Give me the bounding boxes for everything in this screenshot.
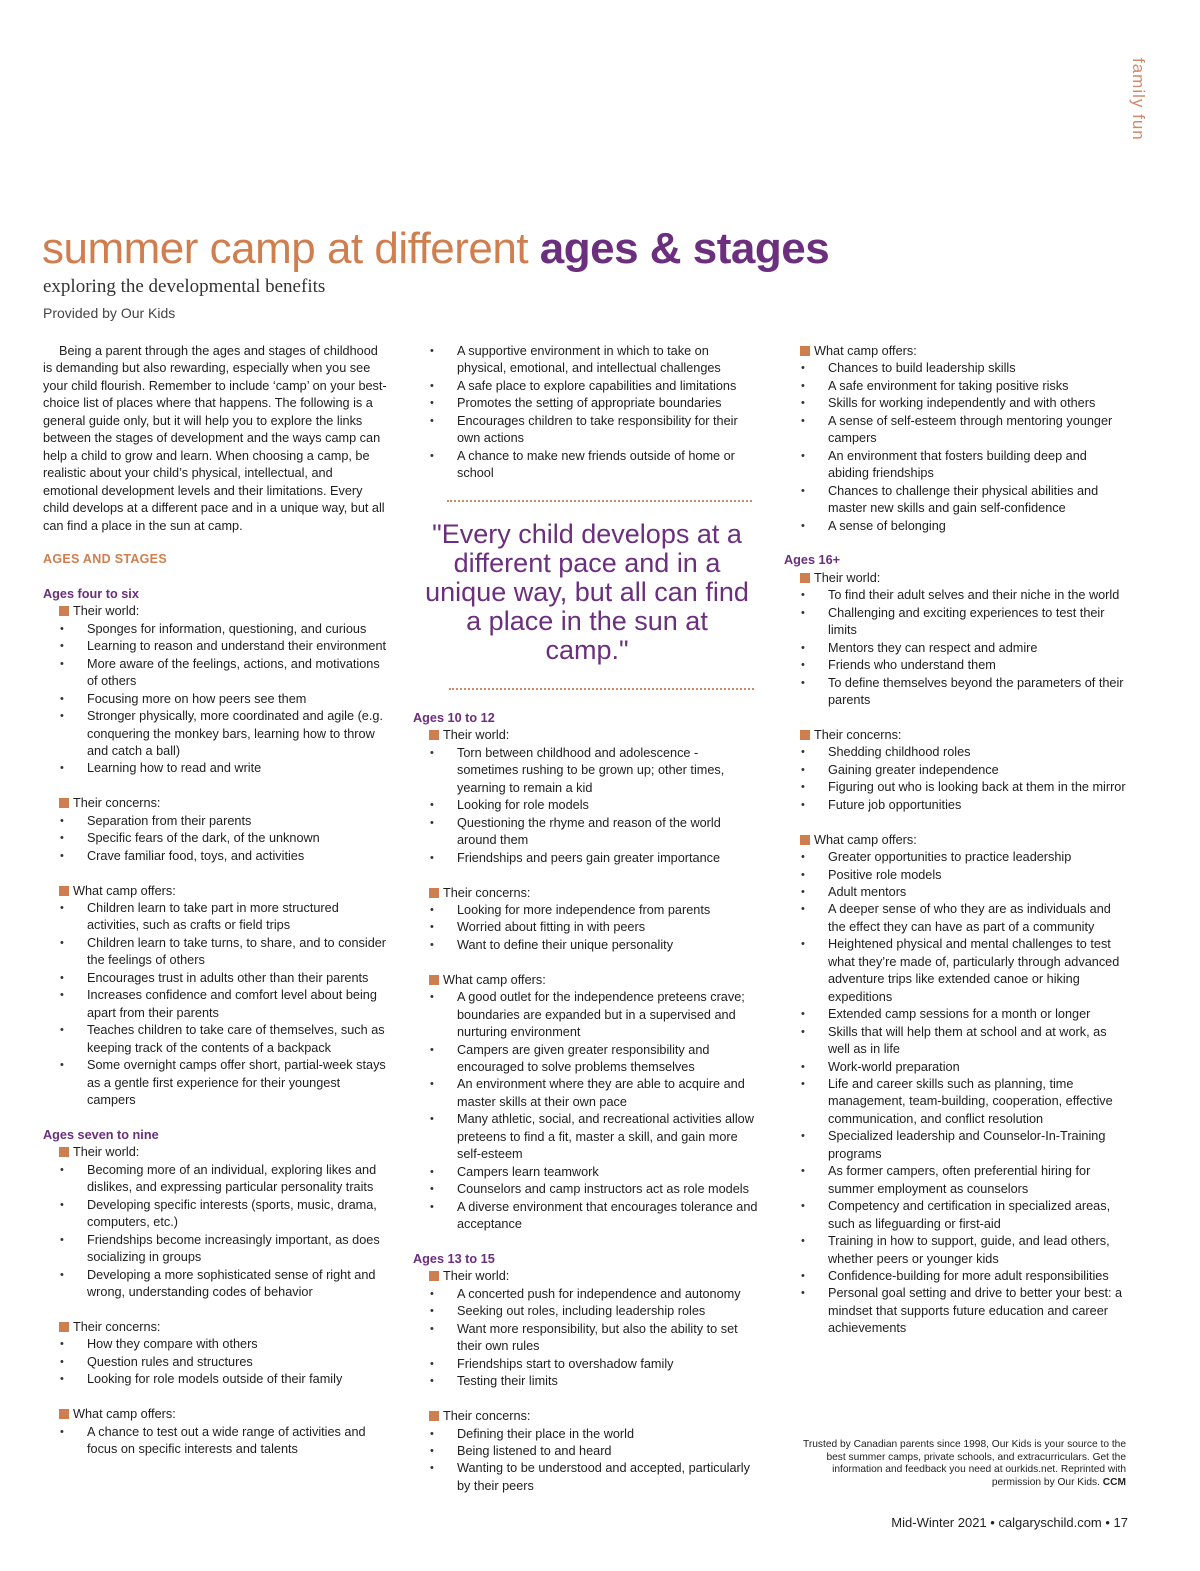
list-item: • Specific fears of the dark, of the unknown (87, 830, 388, 847)
section-kicker: AGES AND STAGES (43, 551, 167, 566)
subheading-concerns (800, 727, 1129, 744)
subheading-label: What camp offers: (73, 883, 176, 898)
subheading-label: Their world: (814, 570, 881, 585)
list-item: • Friends who understand them (828, 657, 1129, 674)
list-item: • An environment where they are able to acquire and master skills at their own pace (457, 1076, 761, 1111)
divider-rule (449, 688, 754, 690)
list-item: • Increases confidence and comfort level about being apart from their parents (87, 987, 388, 1022)
square-bullet-icon (59, 798, 69, 808)
subheading-world (429, 1268, 761, 1285)
source-note-text: Trusted by Canadian parents since 1998, Our Kids is your source to the best summer camps, private schools, and extracurriculars. Get the information and feedback you need at ourkids.net. Reprinted with permission by Our Kids. (803, 1439, 1126, 1488)
subheading-concerns (429, 1408, 761, 1425)
list-item: • As former campers, often preferential hiring for summer employment as counselors (828, 1163, 1129, 1198)
list-item: • Some overnight camps offer short, partial-week stays as a gentle first experience for their youngest campers (87, 1057, 388, 1109)
intro-paragraph: Being a parent through the ages and stages of childhood is demanding but also rewarding, especially when you see your child flourish. Remember to include ‘camp’ on your best-choice list of places where that happens. The following is a general guide only, but it will help you to explore the links between the stages of development and the ways camp can help a child to grow and learn. When choosing a camp, be realistic about your child’s physical, intellectual, and emotional development levels and their limitations. Every child develops at a different pace and in a unique way, but all can find a place in the sun at camp. (43, 344, 387, 533)
age-heading-4-6: Ages four to six (43, 586, 139, 601)
subheading-label: What camp offers: (814, 344, 917, 358)
list-4-6-offers (43, 900, 388, 1109)
square-bullet-icon (429, 1411, 439, 1421)
subheading-label: Their world: (73, 1145, 140, 1160)
list-item: • Many athletic, social, and recreational activities allow preteens to find a fit, master a skill, and gain more self-esteem (457, 1111, 761, 1163)
list-item: • Mentors they can respect and admire (828, 640, 1129, 657)
subheading-label: Their concerns: (73, 796, 161, 811)
list-item: • Want more responsibility, but also the ability to set their own rules (457, 1321, 761, 1356)
list-item: • Torn between childhood and adolescence - sometimes rushing to be grown up; other times, yearning to remain a kid (457, 745, 761, 797)
list-item: • A safe place to explore capabilities and limitations (457, 378, 761, 395)
column-2 (413, 343, 761, 483)
list-item: • A safe environment for taking positive risks (828, 378, 1129, 395)
list-item: • To find their adult selves and their niche in the world (828, 587, 1129, 604)
list-item: • Skills that will help them at school and at work, as well as in life (828, 1024, 1129, 1059)
list-item: • Gaining greater independence (828, 762, 1129, 779)
list-4-6-world (43, 621, 388, 778)
list-item: • Work-world preparation (828, 1059, 1129, 1076)
list-item: • Encourages trust in adults other than their parents (87, 970, 388, 987)
list-7-9-offers-part2 (413, 343, 761, 483)
list-item: • Question rules and structures (87, 1354, 388, 1371)
subheading-label: Their world: (73, 604, 140, 619)
subheading-offers (429, 972, 761, 989)
subheading-label: Their concerns: (443, 885, 531, 900)
credit-line: Provided by Our Kids (43, 305, 176, 321)
list-item: • Crave familiar food, toys, and activities (87, 848, 388, 865)
list-item: • Encourages children to take responsibility for their own actions (457, 413, 761, 448)
list-10-12-offers (413, 989, 761, 1233)
list-item: • Heightened physical and mental challenges to test what they’re made of, particularly through advanced adventure trips like extended canoe or hiking expeditions (828, 936, 1129, 1006)
subheading-world (429, 727, 761, 744)
list-item: • Positive role models (828, 867, 1129, 884)
square-bullet-icon (59, 1409, 69, 1419)
list-item: • Greater opportunities to practice leadership (828, 849, 1129, 866)
subheading-label: Their world: (443, 728, 510, 743)
subheading-label: Their world: (443, 1269, 510, 1284)
age-heading-7-9: Ages seven to nine (43, 1127, 159, 1142)
list-4-6-concerns (43, 813, 388, 865)
subheading-world (59, 603, 388, 620)
square-bullet-icon (59, 1322, 69, 1332)
list-item: • Developing a more sophisticated sense of right and wrong, understanding codes of behavior (87, 1267, 388, 1302)
list-item: • Seeking out roles, including leadership roles (457, 1303, 761, 1320)
list-16-offers (784, 849, 1129, 1338)
section-tag: family fun (1129, 58, 1148, 141)
square-bullet-icon (800, 730, 810, 740)
list-item: • Skills for working independently and with others (828, 395, 1129, 412)
list-item: • Personal goal setting and drive to better your best: a mindset that supports future education and career achievements (828, 1285, 1129, 1337)
list-10-12-concerns (413, 902, 761, 954)
subheading-label: What camp offers: (73, 1407, 176, 1422)
list-item: • Campers are given greater responsibility and encouraged to solve problems themselves (457, 1042, 761, 1077)
square-bullet-icon (800, 573, 810, 583)
subheading-offers (800, 832, 1129, 849)
list-item: • Separation from their parents (87, 813, 388, 830)
subheading-label: What camp offers: (443, 972, 546, 987)
list-10-12-world (413, 745, 761, 867)
subheading-label: Their concerns: (814, 727, 902, 742)
list-item: • A chance to test out a wide range of activities and focus on specific interests and talents (87, 1424, 388, 1459)
list-item: • A concerted push for independence and autonomy (457, 1286, 761, 1303)
column-3 (784, 343, 1129, 1338)
list-13-15-concerns (413, 1426, 761, 1496)
list-item: • Competency and certification in specialized areas, such as lifeguarding or first-aid (828, 1198, 1129, 1233)
page-title (42, 222, 829, 276)
subheading-world (800, 570, 1129, 587)
list-item: • Focusing more on how peers see them (87, 691, 388, 708)
list-item: • Shedding childhood roles (828, 744, 1129, 761)
column-1 (43, 343, 388, 1458)
list-item: • Want to define their unique personality (457, 937, 761, 954)
list-item: • Chances to build leadership skills (828, 360, 1129, 377)
age-heading-16-plus: Ages 16+ (784, 553, 841, 568)
list-item: • Testing their limits (457, 1373, 761, 1390)
list-16-world (784, 587, 1129, 709)
square-bullet-icon (59, 1147, 69, 1157)
list-item: • Stronger physically, more coordinated and agile (e.g. conquering the monkey bars, learning how to throw and catch a ball) (87, 708, 388, 760)
list-item: • Teaches children to take care of themselves, such as keeping track of the contents of a backpack (87, 1022, 388, 1057)
square-bullet-icon (429, 1271, 439, 1281)
subheading-offers (800, 343, 1129, 360)
list-7-9-concerns (43, 1336, 388, 1388)
list-item: • Friendships become increasingly important, as does socializing in groups (87, 1232, 388, 1267)
subheading-label: Their concerns: (73, 1319, 161, 1334)
list-item: • Being listened to and heard (457, 1443, 761, 1460)
list-item: • How they compare with others (87, 1336, 388, 1353)
list-item: • Worried about fitting in with peers (457, 919, 761, 936)
subheading-offers (59, 1406, 388, 1423)
source-note (790, 1439, 1126, 1489)
list-item: • Training in how to support, guide, and lead others, whether peers or younger kids (828, 1233, 1129, 1268)
square-bullet-icon (429, 888, 439, 898)
square-bullet-icon (800, 346, 810, 356)
list-item: • Learning how to read and write (87, 760, 388, 777)
list-item: • Life and career skills such as planning, time management, team-building, cooperation, effective communication, and conflict resolution (828, 1076, 1129, 1128)
list-item: • Adult mentors (828, 884, 1129, 901)
list-item: • An environment that fosters building deep and abiding friendships (828, 448, 1129, 483)
square-bullet-icon (429, 975, 439, 985)
pull-quote: "Every child develops at a different pace and in a unique way, but all can find a place in the sun at camp." (425, 519, 749, 665)
column-2-lower (413, 710, 761, 1495)
list-item: • Looking for more independence from parents (457, 902, 761, 919)
list-item: • Promotes the setting of appropriate boundaries (457, 395, 761, 412)
divider-rule (447, 500, 752, 502)
list-item: • A good outlet for the independence preteens crave; boundaries are expanded but in a supervised and nurturing environment (457, 989, 761, 1041)
list-item: • A deeper sense of who they are as individuals and the effect they can have as part of a community (828, 901, 1129, 936)
list-item: • A diverse environment that encourages tolerance and acceptance (457, 1199, 761, 1234)
list-7-9-offers-part1 (43, 1424, 388, 1459)
age-heading-13-15: Ages 13 to 15 (413, 1252, 495, 1266)
title-part1: summer camp at different (42, 224, 540, 273)
subheading-offers (59, 883, 388, 900)
list-item: • Becoming more of an individual, exploring likes and dislikes, and expressing particular personality traits (87, 1162, 388, 1197)
list-item: • Sponges for information, questioning, and curious (87, 621, 388, 638)
list-item: • A chance to make new friends outside of home or school (457, 448, 761, 483)
list-item: • More aware of the feelings, actions, and motivations of others (87, 656, 388, 691)
age-heading-10-12: Ages 10 to 12 (413, 711, 495, 725)
list-item: • Counselors and camp instructors act as role models (457, 1181, 761, 1198)
list-item: • Extended camp sessions for a month or longer (828, 1006, 1129, 1023)
source-note-mark: CCM (1102, 1476, 1126, 1488)
list-item: • Future job opportunities (828, 797, 1129, 814)
list-item: • Developing specific interests (sports, music, drama, computers, etc.) (87, 1197, 388, 1232)
list-7-9-world (43, 1162, 388, 1302)
list-item: • A sense of self-esteem through mentoring younger campers (828, 413, 1129, 448)
subheading-concerns (429, 885, 761, 902)
list-13-15-world (413, 1286, 761, 1391)
list-item: • Questioning the rhyme and reason of the world around them (457, 815, 761, 850)
subtitle: exploring the developmental benefits (43, 276, 326, 297)
page-footer: Mid-Winter 2021 • calgaryschild.com • 17 (891, 1515, 1128, 1530)
list-item: • Confidence-building for more adult responsibilities (828, 1268, 1129, 1285)
subheading-concerns (59, 795, 388, 812)
subheading-world (59, 1144, 388, 1161)
list-item: • Defining their place in the world (457, 1426, 761, 1443)
list-item: • Looking for role models (457, 797, 761, 814)
list-item: • Learning to reason and understand their environment (87, 638, 388, 655)
square-bullet-icon (800, 835, 810, 845)
subheading-concerns (59, 1319, 388, 1336)
square-bullet-icon (59, 886, 69, 896)
list-item: • Campers learn teamwork (457, 1164, 761, 1181)
list-item: • Figuring out who is looking back at them in the mirror (828, 779, 1129, 796)
list-item: • Friendships start to overshadow family (457, 1356, 761, 1373)
list-item: • Wanting to be understood and accepted, particularly by their peers (457, 1460, 761, 1495)
list-item: • A supportive environment in which to take on physical, emotional, and intellectual challenges (457, 343, 761, 378)
list-16-concerns (784, 744, 1129, 814)
list-item: • Children learn to take turns, to share, and to consider the feelings of others (87, 935, 388, 970)
list-item: • To define themselves beyond the parameters of their parents (828, 675, 1129, 710)
list-item: • Specialized leadership and Counselor-In-Training programs (828, 1128, 1129, 1163)
list-13-15-offers (784, 360, 1129, 535)
square-bullet-icon (429, 730, 439, 740)
subheading-label: What camp offers: (814, 832, 917, 847)
list-item: • Chances to challenge their physical abilities and master new skills and gain self-confidence (828, 483, 1129, 518)
square-bullet-icon (59, 606, 69, 616)
list-item: • Looking for role models outside of their family (87, 1371, 388, 1388)
list-item: • A sense of belonging (828, 518, 1129, 535)
list-item: • Children learn to take part in more structured activities, such as crafts or field trips (87, 900, 388, 935)
list-item: • Friendships and peers gain greater importance (457, 850, 761, 867)
title-part2: ages & stages (539, 224, 830, 273)
list-item: • Challenging and exciting experiences to test their limits (828, 605, 1129, 640)
subheading-label: Their concerns: (443, 1409, 531, 1424)
